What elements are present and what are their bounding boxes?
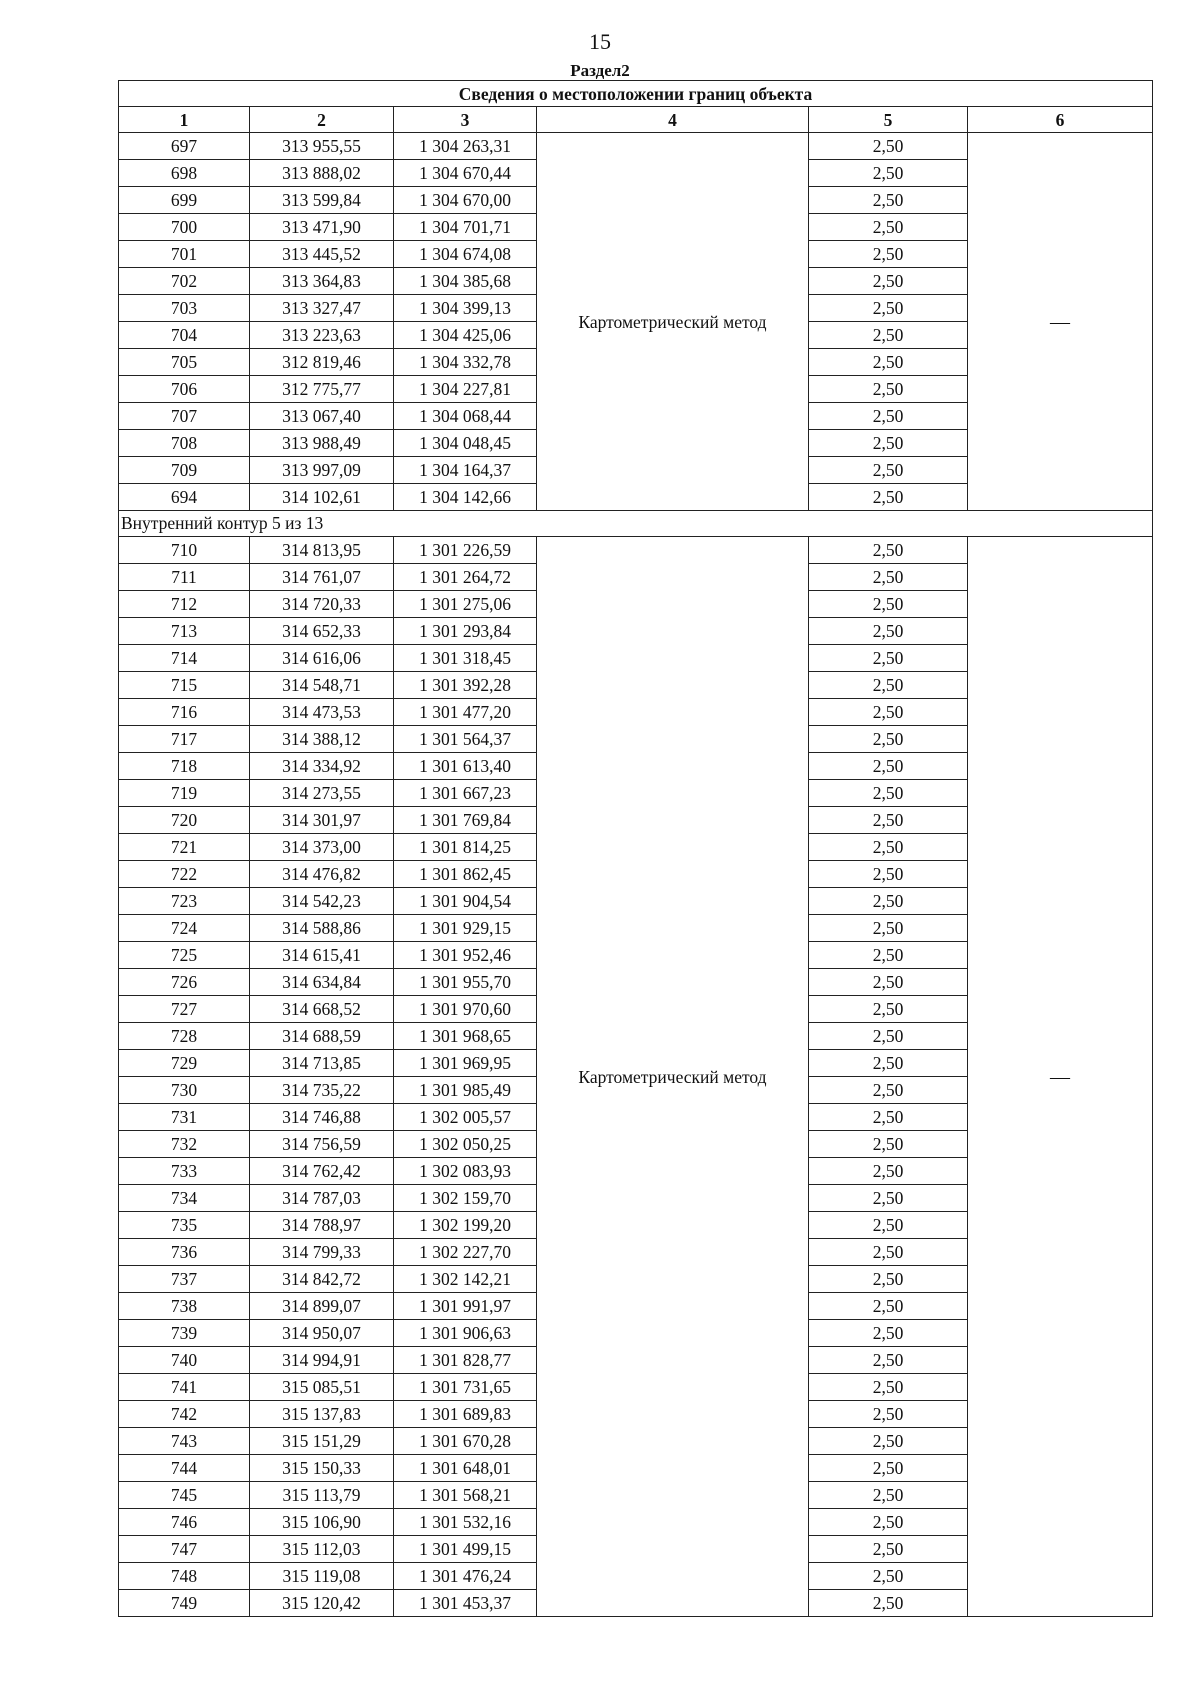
y-coordinate: 1 301 906,63 bbox=[394, 1320, 537, 1347]
y-coordinate: 1 301 814,25 bbox=[394, 834, 537, 861]
x-coordinate: 315 150,33 bbox=[250, 1455, 394, 1482]
table-caption: Сведения о местоположении границ объекта bbox=[119, 81, 1153, 107]
accuracy-value: 2,50 bbox=[809, 1158, 968, 1185]
point-number: 707 bbox=[119, 403, 250, 430]
y-coordinate: 1 304 670,00 bbox=[394, 187, 537, 214]
boundary-coordinates-table bbox=[118, 80, 1153, 1617]
y-coordinate: 1 301 293,84 bbox=[394, 618, 537, 645]
point-number: 741 bbox=[119, 1374, 250, 1401]
x-coordinate: 315 113,79 bbox=[250, 1482, 394, 1509]
y-coordinate: 1 301 613,40 bbox=[394, 753, 537, 780]
determination-method: Картометрический метод bbox=[537, 537, 809, 1617]
point-number: 747 bbox=[119, 1536, 250, 1563]
accuracy-value: 2,50 bbox=[809, 1077, 968, 1104]
accuracy-value: 2,50 bbox=[809, 1185, 968, 1212]
x-coordinate: 315 137,83 bbox=[250, 1401, 394, 1428]
accuracy-value: 2,50 bbox=[809, 834, 968, 861]
point-number: 698 bbox=[119, 160, 250, 187]
accuracy-value: 2,50 bbox=[809, 268, 968, 295]
accuracy-value: 2,50 bbox=[809, 1374, 968, 1401]
accuracy-value: 2,50 bbox=[809, 591, 968, 618]
x-coordinate: 314 334,92 bbox=[250, 753, 394, 780]
point-number: 712 bbox=[119, 591, 250, 618]
point-number: 702 bbox=[119, 268, 250, 295]
y-coordinate: 1 304 332,78 bbox=[394, 349, 537, 376]
point-number: 701 bbox=[119, 241, 250, 268]
point-number: 726 bbox=[119, 969, 250, 996]
point-number: 708 bbox=[119, 430, 250, 457]
x-coordinate: 314 787,03 bbox=[250, 1185, 394, 1212]
table-row bbox=[119, 133, 1153, 160]
point-number: 722 bbox=[119, 861, 250, 888]
accuracy-value: 2,50 bbox=[809, 133, 968, 160]
accuracy-value: 2,50 bbox=[809, 160, 968, 187]
accuracy-value: 2,50 bbox=[809, 726, 968, 753]
accuracy-value: 2,50 bbox=[809, 1509, 968, 1536]
y-coordinate: 1 301 828,77 bbox=[394, 1347, 537, 1374]
point-number: 727 bbox=[119, 996, 250, 1023]
point-number: 744 bbox=[119, 1455, 250, 1482]
x-coordinate: 314 615,41 bbox=[250, 942, 394, 969]
y-coordinate: 1 304 425,06 bbox=[394, 322, 537, 349]
column-header-3: 3 bbox=[394, 107, 537, 133]
y-coordinate: 1 304 068,44 bbox=[394, 403, 537, 430]
x-coordinate: 315 151,29 bbox=[250, 1428, 394, 1455]
y-coordinate: 1 301 532,16 bbox=[394, 1509, 537, 1536]
point-number: 738 bbox=[119, 1293, 250, 1320]
x-coordinate: 315 106,90 bbox=[250, 1509, 394, 1536]
x-coordinate: 314 762,42 bbox=[250, 1158, 394, 1185]
accuracy-value: 2,50 bbox=[809, 295, 968, 322]
point-number: 729 bbox=[119, 1050, 250, 1077]
accuracy-value: 2,50 bbox=[809, 430, 968, 457]
point-number: 748 bbox=[119, 1563, 250, 1590]
x-coordinate: 314 788,97 bbox=[250, 1212, 394, 1239]
point-number: 717 bbox=[119, 726, 250, 753]
point-number: 733 bbox=[119, 1158, 250, 1185]
accuracy-value: 2,50 bbox=[809, 753, 968, 780]
accuracy-value: 2,50 bbox=[809, 807, 968, 834]
y-coordinate: 1 301 392,28 bbox=[394, 672, 537, 699]
y-coordinate: 1 301 929,15 bbox=[394, 915, 537, 942]
accuracy-value: 2,50 bbox=[809, 1212, 968, 1239]
y-coordinate: 1 301 568,21 bbox=[394, 1482, 537, 1509]
y-coordinate: 1 301 904,54 bbox=[394, 888, 537, 915]
x-coordinate: 313 955,55 bbox=[250, 133, 394, 160]
column-header-4: 4 bbox=[537, 107, 809, 133]
accuracy-value: 2,50 bbox=[809, 564, 968, 591]
contour-label: Внутренний контур 5 из 13 bbox=[119, 511, 1153, 537]
y-coordinate: 1 301 985,49 bbox=[394, 1077, 537, 1104]
point-number: 725 bbox=[119, 942, 250, 969]
accuracy-value: 2,50 bbox=[809, 349, 968, 376]
point-number: 731 bbox=[119, 1104, 250, 1131]
x-coordinate: 313 471,90 bbox=[250, 214, 394, 241]
y-coordinate: 1 301 731,65 bbox=[394, 1374, 537, 1401]
x-coordinate: 314 548,71 bbox=[250, 672, 394, 699]
accuracy-value: 2,50 bbox=[809, 322, 968, 349]
accuracy-value: 2,50 bbox=[809, 1266, 968, 1293]
x-coordinate: 314 735,22 bbox=[250, 1077, 394, 1104]
table-row bbox=[119, 537, 1153, 564]
column-header-2: 2 bbox=[250, 107, 394, 133]
y-coordinate: 1 301 862,45 bbox=[394, 861, 537, 888]
x-coordinate: 314 301,97 bbox=[250, 807, 394, 834]
contour-label-row bbox=[119, 511, 1153, 537]
y-coordinate: 1 302 050,25 bbox=[394, 1131, 537, 1158]
x-coordinate: 314 616,06 bbox=[250, 645, 394, 672]
x-coordinate: 314 652,33 bbox=[250, 618, 394, 645]
point-number: 719 bbox=[119, 780, 250, 807]
x-coordinate: 313 888,02 bbox=[250, 160, 394, 187]
point-number: 706 bbox=[119, 376, 250, 403]
point-number: 709 bbox=[119, 457, 250, 484]
x-coordinate: 313 327,47 bbox=[250, 295, 394, 322]
point-number: 736 bbox=[119, 1239, 250, 1266]
point-number: 703 bbox=[119, 295, 250, 322]
y-coordinate: 1 301 689,83 bbox=[394, 1401, 537, 1428]
accuracy-value: 2,50 bbox=[809, 1293, 968, 1320]
y-coordinate: 1 304 142,66 bbox=[394, 484, 537, 511]
x-coordinate: 314 746,88 bbox=[250, 1104, 394, 1131]
x-coordinate: 313 997,09 bbox=[250, 457, 394, 484]
accuracy-value: 2,50 bbox=[809, 1455, 968, 1482]
point-number: 728 bbox=[119, 1023, 250, 1050]
accuracy-value: 2,50 bbox=[809, 672, 968, 699]
x-coordinate: 314 476,82 bbox=[250, 861, 394, 888]
x-coordinate: 314 720,33 bbox=[250, 591, 394, 618]
accuracy-value: 2,50 bbox=[809, 1482, 968, 1509]
point-number: 704 bbox=[119, 322, 250, 349]
x-coordinate: 314 634,84 bbox=[250, 969, 394, 996]
y-coordinate: 1 301 499,15 bbox=[394, 1536, 537, 1563]
point-number: 716 bbox=[119, 699, 250, 726]
point-number: 732 bbox=[119, 1131, 250, 1158]
y-coordinate: 1 301 648,01 bbox=[394, 1455, 537, 1482]
point-number: 711 bbox=[119, 564, 250, 591]
table-caption-row bbox=[119, 81, 1153, 107]
accuracy-value: 2,50 bbox=[809, 996, 968, 1023]
x-coordinate: 315 112,03 bbox=[250, 1536, 394, 1563]
x-coordinate: 313 067,40 bbox=[250, 403, 394, 430]
accuracy-value: 2,50 bbox=[809, 537, 968, 564]
column-header-1: 1 bbox=[119, 107, 250, 133]
accuracy-value: 2,50 bbox=[809, 187, 968, 214]
y-coordinate: 1 301 564,37 bbox=[394, 726, 537, 753]
x-coordinate: 313 223,63 bbox=[250, 322, 394, 349]
point-number: 699 bbox=[119, 187, 250, 214]
x-coordinate: 312 819,46 bbox=[250, 349, 394, 376]
section-title: Раздел2 bbox=[570, 61, 630, 80]
point-number: 721 bbox=[119, 834, 250, 861]
x-coordinate: 315 085,51 bbox=[250, 1374, 394, 1401]
determination-method: Картометрический метод bbox=[537, 133, 809, 511]
y-coordinate: 1 301 226,59 bbox=[394, 537, 537, 564]
accuracy-value: 2,50 bbox=[809, 1023, 968, 1050]
x-coordinate: 314 588,86 bbox=[250, 915, 394, 942]
x-coordinate: 314 761,07 bbox=[250, 564, 394, 591]
point-number: 745 bbox=[119, 1482, 250, 1509]
accuracy-value: 2,50 bbox=[809, 376, 968, 403]
x-coordinate: 314 713,85 bbox=[250, 1050, 394, 1077]
accuracy-value: 2,50 bbox=[809, 942, 968, 969]
x-coordinate: 313 988,49 bbox=[250, 430, 394, 457]
y-coordinate: 1 301 275,06 bbox=[394, 591, 537, 618]
point-number: 714 bbox=[119, 645, 250, 672]
point-number: 720 bbox=[119, 807, 250, 834]
x-coordinate: 315 119,08 bbox=[250, 1563, 394, 1590]
accuracy-value: 2,50 bbox=[809, 403, 968, 430]
x-coordinate: 314 473,53 bbox=[250, 699, 394, 726]
y-coordinate: 1 302 142,21 bbox=[394, 1266, 537, 1293]
point-number: 705 bbox=[119, 349, 250, 376]
y-coordinate: 1 301 968,65 bbox=[394, 1023, 537, 1050]
accuracy-value: 2,50 bbox=[809, 861, 968, 888]
x-coordinate: 314 799,33 bbox=[250, 1239, 394, 1266]
accuracy-value: 2,50 bbox=[809, 241, 968, 268]
point-number: 739 bbox=[119, 1320, 250, 1347]
x-coordinate: 314 102,61 bbox=[250, 484, 394, 511]
y-coordinate: 1 304 164,37 bbox=[394, 457, 537, 484]
y-coordinate: 1 301 970,60 bbox=[394, 996, 537, 1023]
point-number: 734 bbox=[119, 1185, 250, 1212]
accuracy-value: 2,50 bbox=[809, 1050, 968, 1077]
y-coordinate: 1 302 199,20 bbox=[394, 1212, 537, 1239]
table-body bbox=[119, 133, 1153, 1617]
point-number: 710 bbox=[119, 537, 250, 564]
x-coordinate: 314 813,95 bbox=[250, 537, 394, 564]
accuracy-value: 2,50 bbox=[809, 214, 968, 241]
y-coordinate: 1 301 476,24 bbox=[394, 1563, 537, 1590]
accuracy-value: 2,50 bbox=[809, 915, 968, 942]
column-6-value: — bbox=[968, 537, 1153, 1617]
x-coordinate: 314 542,23 bbox=[250, 888, 394, 915]
x-coordinate: 315 120,42 bbox=[250, 1590, 394, 1617]
y-coordinate: 1 301 670,28 bbox=[394, 1428, 537, 1455]
point-number: 743 bbox=[119, 1428, 250, 1455]
y-coordinate: 1 304 670,44 bbox=[394, 160, 537, 187]
column-6-value: — bbox=[968, 133, 1153, 511]
y-coordinate: 1 304 674,08 bbox=[394, 241, 537, 268]
point-number: 746 bbox=[119, 1509, 250, 1536]
x-coordinate: 314 842,72 bbox=[250, 1266, 394, 1293]
accuracy-value: 2,50 bbox=[809, 780, 968, 807]
page-number: 15 bbox=[589, 29, 611, 54]
y-coordinate: 1 301 955,70 bbox=[394, 969, 537, 996]
point-number: 740 bbox=[119, 1347, 250, 1374]
x-coordinate: 314 373,00 bbox=[250, 834, 394, 861]
accuracy-value: 2,50 bbox=[809, 1347, 968, 1374]
x-coordinate: 313 445,52 bbox=[250, 241, 394, 268]
y-coordinate: 1 304 227,81 bbox=[394, 376, 537, 403]
point-number: 742 bbox=[119, 1401, 250, 1428]
accuracy-value: 2,50 bbox=[809, 1104, 968, 1131]
y-coordinate: 1 301 969,95 bbox=[394, 1050, 537, 1077]
point-number: 749 bbox=[119, 1590, 250, 1617]
point-number: 724 bbox=[119, 915, 250, 942]
y-coordinate: 1 301 453,37 bbox=[394, 1590, 537, 1617]
point-number: 713 bbox=[119, 618, 250, 645]
point-number: 737 bbox=[119, 1266, 250, 1293]
point-number: 735 bbox=[119, 1212, 250, 1239]
column-header-5: 5 bbox=[809, 107, 968, 133]
accuracy-value: 2,50 bbox=[809, 1590, 968, 1617]
y-coordinate: 1 301 952,46 bbox=[394, 942, 537, 969]
x-coordinate: 314 899,07 bbox=[250, 1293, 394, 1320]
point-number: 715 bbox=[119, 672, 250, 699]
accuracy-value: 2,50 bbox=[809, 888, 968, 915]
column-header-6: 6 bbox=[968, 107, 1153, 133]
accuracy-value: 2,50 bbox=[809, 1239, 968, 1266]
accuracy-value: 2,50 bbox=[809, 457, 968, 484]
accuracy-value: 2,50 bbox=[809, 645, 968, 672]
accuracy-value: 2,50 bbox=[809, 969, 968, 996]
y-coordinate: 1 304 399,13 bbox=[394, 295, 537, 322]
x-coordinate: 314 994,91 bbox=[250, 1347, 394, 1374]
accuracy-value: 2,50 bbox=[809, 618, 968, 645]
x-coordinate: 313 599,84 bbox=[250, 187, 394, 214]
point-number: 718 bbox=[119, 753, 250, 780]
point-number: 723 bbox=[119, 888, 250, 915]
accuracy-value: 2,50 bbox=[809, 1320, 968, 1347]
point-number: 730 bbox=[119, 1077, 250, 1104]
y-coordinate: 1 304 263,31 bbox=[394, 133, 537, 160]
y-coordinate: 1 304 385,68 bbox=[394, 268, 537, 295]
y-coordinate: 1 304 701,71 bbox=[394, 214, 537, 241]
x-coordinate: 314 950,07 bbox=[250, 1320, 394, 1347]
y-coordinate: 1 304 048,45 bbox=[394, 430, 537, 457]
y-coordinate: 1 302 005,57 bbox=[394, 1104, 537, 1131]
y-coordinate: 1 301 991,97 bbox=[394, 1293, 537, 1320]
y-coordinate: 1 301 769,84 bbox=[394, 807, 537, 834]
x-coordinate: 314 273,55 bbox=[250, 780, 394, 807]
accuracy-value: 2,50 bbox=[809, 699, 968, 726]
y-coordinate: 1 302 159,70 bbox=[394, 1185, 537, 1212]
point-number: 700 bbox=[119, 214, 250, 241]
accuracy-value: 2,50 bbox=[809, 484, 968, 511]
y-coordinate: 1 301 264,72 bbox=[394, 564, 537, 591]
x-coordinate: 314 756,59 bbox=[250, 1131, 394, 1158]
accuracy-value: 2,50 bbox=[809, 1428, 968, 1455]
point-number: 697 bbox=[119, 133, 250, 160]
x-coordinate: 313 364,83 bbox=[250, 268, 394, 295]
y-coordinate: 1 301 667,23 bbox=[394, 780, 537, 807]
accuracy-value: 2,50 bbox=[809, 1401, 968, 1428]
accuracy-value: 2,50 bbox=[809, 1536, 968, 1563]
column-header-row bbox=[119, 107, 1153, 133]
point-number: 694 bbox=[119, 484, 250, 511]
x-coordinate: 314 388,12 bbox=[250, 726, 394, 753]
y-coordinate: 1 301 477,20 bbox=[394, 699, 537, 726]
y-coordinate: 1 302 227,70 bbox=[394, 1239, 537, 1266]
accuracy-value: 2,50 bbox=[809, 1131, 968, 1158]
x-coordinate: 312 775,77 bbox=[250, 376, 394, 403]
x-coordinate: 314 668,52 bbox=[250, 996, 394, 1023]
x-coordinate: 314 688,59 bbox=[250, 1023, 394, 1050]
y-coordinate: 1 301 318,45 bbox=[394, 645, 537, 672]
y-coordinate: 1 302 083,93 bbox=[394, 1158, 537, 1185]
accuracy-value: 2,50 bbox=[809, 1563, 968, 1590]
